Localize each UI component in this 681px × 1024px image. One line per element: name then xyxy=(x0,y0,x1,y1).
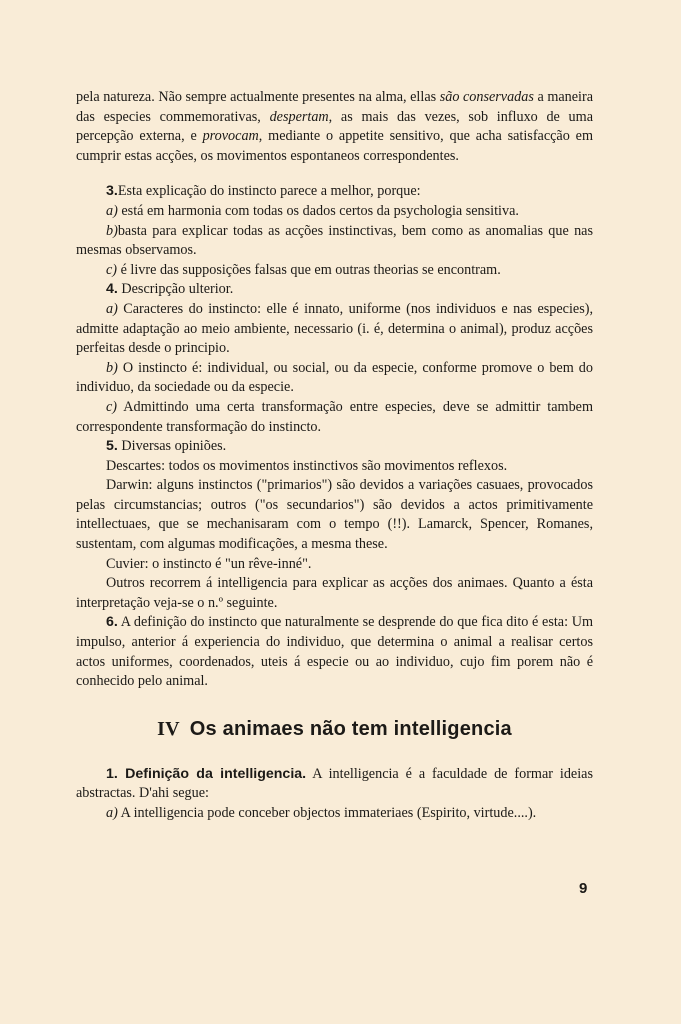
section-3-item-a xyxy=(76,202,593,222)
section-number: 3. xyxy=(106,183,118,200)
section-4-heading xyxy=(76,280,593,300)
text-span: basta para explicar todas as acções instinctivas, bem como as anomalias que nas mesmas observamos. xyxy=(76,222,593,259)
section-number: 4. xyxy=(106,281,118,298)
text-span: Admittindo uma certa transformação entre especies, deve se admittir tambem correspondente transformação do instincto. xyxy=(76,398,593,435)
item-label: a) xyxy=(106,805,118,821)
page-body xyxy=(76,88,593,824)
text-span: , as mais das vezes, sob influxo de uma percepção externa, e xyxy=(76,108,593,145)
text-span: A definição do instincto que naturalmente se desprende do que fica dito é esta: Um impulso, anterior á experiencia do individuo, que determina o animal a realisar certos actos uniformes, coordenados, uteis á especie ou ao individuo, cujo fim porem não é conhecido pelo animal. xyxy=(76,614,593,690)
item-label: a) xyxy=(106,202,118,219)
section-6-paragraph xyxy=(76,613,593,691)
text-span: está em harmonia com todas os dados certos da psychologia sensitiva. xyxy=(117,202,519,219)
section-3-item-c xyxy=(76,261,593,281)
opinion-outros: Outros recorrem á intelligencia para explicar as acções dos animaes. Quanto a ésta interpretação veja-se o n.º seguinte. xyxy=(76,575,593,611)
text-span: Caracteres do instincto: elle é innato, uniforme (nos individuos e nas especies), admitte adaptação ao meio ambiente, necessario (i. é, determina o animal), produz acções perfeitas desde o principio. xyxy=(76,300,593,357)
section-number: 5. xyxy=(106,438,118,455)
text-span: Diversas opiniões. xyxy=(117,438,227,455)
opinion-darwin: Darwin: alguns instinctos ("primarios") são devidos a variações casuaes, provocados pelas circumstancias; outros ("os secundarios") são devidos a actos primitivamente intellectuaes, que se mechanisaram com o tempo (!!). Lamarck, Spencer, Romanes, sustentam, com algumas modificações, a mesma these. xyxy=(76,477,593,553)
text-span: , mediante o appetite sensitivo, que acha satisfacção em cumprir estas acções, os movimentos espontaneos correspondentes. xyxy=(76,128,593,164)
text-span: pela natureza. Não sempre actualmente presentes na alma, ellas xyxy=(76,89,440,105)
definition-paragraph xyxy=(76,765,593,804)
page-number: 9 xyxy=(579,880,588,897)
section-3-heading xyxy=(76,182,593,202)
definition-item-a xyxy=(76,804,593,824)
italic-text: são conservadas xyxy=(439,89,534,105)
chapter-heading xyxy=(76,718,593,741)
section-4-item-a xyxy=(76,300,593,359)
item-label: b) xyxy=(106,222,118,239)
definition-heading: 1. Definição da intelligencia. xyxy=(106,765,307,782)
italic-text: provocam xyxy=(202,128,259,145)
text-span: Descripção ulterior. xyxy=(117,281,234,298)
text-span: é livre das supposições falsas que em outras theorias se encontram. xyxy=(117,261,501,278)
text-span: a maneira das especies commemorativas, xyxy=(76,89,594,125)
chapter-title: Os animaes não tem intelligencia xyxy=(189,717,512,740)
section-number: 6. xyxy=(106,614,118,631)
section-3-item-b xyxy=(76,222,593,261)
text-span: Esta explicação do instincto parece a melhor, porque: xyxy=(117,183,421,200)
item-label: c) xyxy=(106,261,118,278)
chapter-number: IV xyxy=(157,717,180,740)
text-span: A intelligencia é a faculdade de formar ideias abstractas. D'ahi segue: xyxy=(76,765,593,802)
section-5-heading xyxy=(76,437,593,457)
section-4-item-c xyxy=(76,398,593,437)
item-label: a) xyxy=(106,300,118,317)
opinion-cuvier: Cuvier: o instincto é "un rêve-inné". xyxy=(106,555,312,572)
text-span: A intelligencia pode conceber objectos immateriaes (Espirito, virtude....). xyxy=(117,805,537,821)
opinion-descartes: Descartes: todos os movimentos instinctivos são movimentos reflexos. xyxy=(106,457,508,474)
paragraph-natureza xyxy=(76,88,593,166)
text-span: O instincto é: individual, ou social, ou da especie, conforme promove o bem do individuo, da sociedade ou da especie. xyxy=(76,359,593,396)
spacer xyxy=(76,166,593,182)
italic-text: despertam xyxy=(269,108,329,125)
item-label: c) xyxy=(106,398,118,415)
section-4-item-b xyxy=(76,359,593,398)
item-label: b) xyxy=(106,359,118,376)
